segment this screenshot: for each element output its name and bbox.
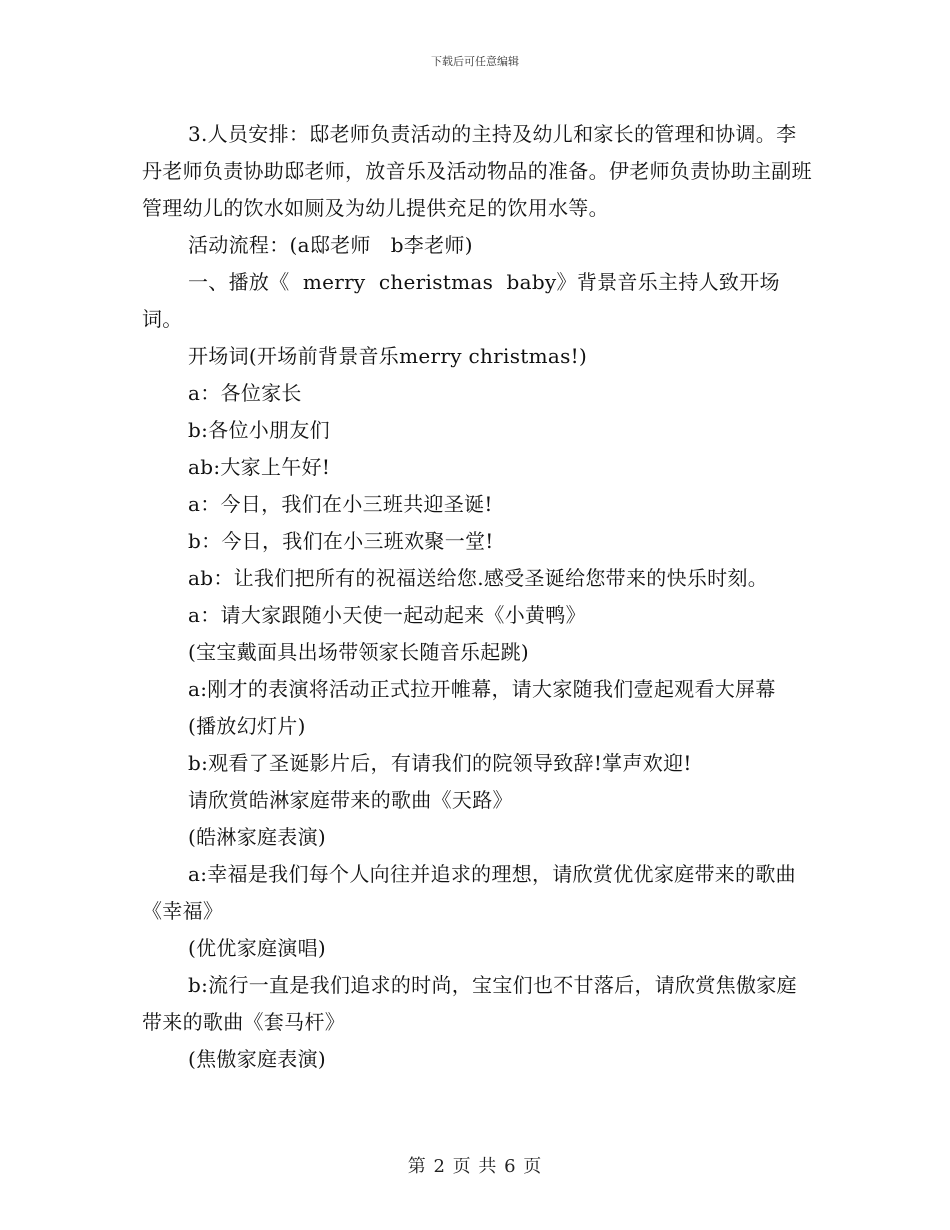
paragraph-opening-speech: 开场词(开场前背景音乐merry christmas!) <box>188 344 588 368</box>
dialogue-line: b:观看了圣诞影片后，有请我们的院领导致辞!掌声欢迎! <box>188 751 692 775</box>
dialogue-line: a:刚才的表演将活动正式拉开帷幕，请大家随我们壹起观看大屏幕 <box>188 677 776 701</box>
dialogue-line: b：今日，我们在小三班欢聚一堂! <box>188 529 494 553</box>
paragraph-activity-flow: 活动流程：(a邸老师 b李老师) <box>188 233 473 257</box>
dialogue-line: a：各位家长 <box>188 381 302 405</box>
stage-direction: (皓淋家庭表演) <box>188 825 327 849</box>
dialogue-line: ab:大家上午好! <box>188 455 331 479</box>
dialogue-line: a：请大家跟随小天使一起动起来《小黄鸭》 <box>188 603 586 627</box>
stage-direction: (焦傲家庭表演) <box>188 1047 327 1071</box>
paragraph-staffing: 3.人员安排：邸老师负责活动的主持及幼儿和家长的管理和协调。李丹老师负责协助邸老师，放音乐及活动物品的准备。伊老师负责协助主副班管理幼儿的饮水如厕及为幼儿提供充足的饮用水等。 <box>142 122 812 220</box>
dialogue-line: b:流行一直是我们追求的时尚，宝宝们也不甘落后，请欣赏焦傲家庭带来的歌曲《套马杆》 <box>142 973 797 1034</box>
dialogue-line: b:各位小朋友们 <box>188 418 330 442</box>
stage-direction: (优优家庭演唱) <box>188 936 327 960</box>
stage-direction: (播放幻灯片) <box>188 714 306 738</box>
page-number-footer: 第 2 页 共 6 页 <box>407 1156 543 1177</box>
stage-direction: (宝宝戴面具出场带领家长随音乐起跳) <box>188 640 530 664</box>
dialogue-line: a：今日，我们在小三班共迎圣诞! <box>188 492 493 516</box>
dialogue-line: 请欣赏皓淋家庭带来的歌曲《天路》 <box>188 788 513 812</box>
document-body <box>142 116 812 1078</box>
paragraph-step-one: 一、播放《 merry cheristmas baby》背景音乐主持人致开场词。 <box>142 270 780 331</box>
page-header-note: 下载后可任意编辑 <box>431 55 519 68</box>
dialogue-line: ab：让我们把所有的祝福送给您.感受圣诞给您带来的快乐时刻。 <box>188 566 769 590</box>
dialogue-line: a:幸福是我们每个人向往并追求的理想，请欣赏优优家庭带来的歌曲《幸福》 <box>142 862 796 923</box>
